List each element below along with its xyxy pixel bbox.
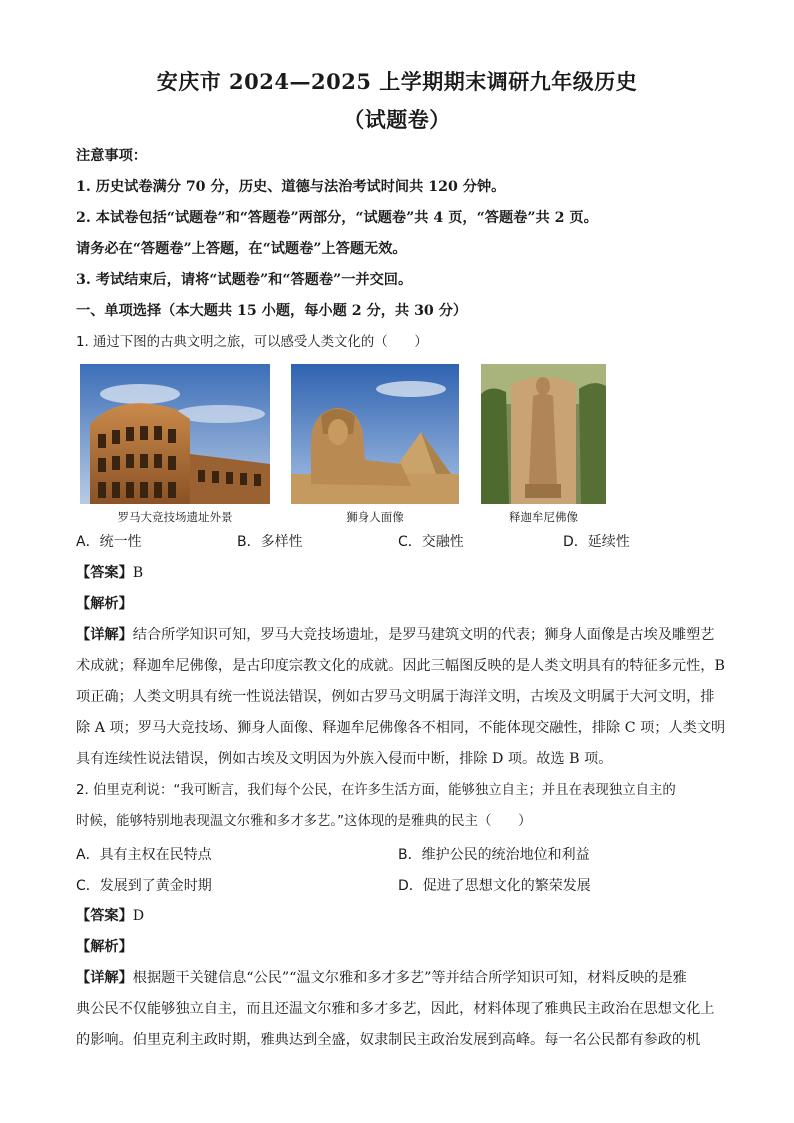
option-a: A．统一性 — [76, 534, 142, 550]
option-c: C．交融性 — [398, 534, 464, 550]
option-a: A．具有主权在民特点 — [76, 847, 212, 863]
image-caption: 罗马大竞技场遗址外景 — [117, 510, 233, 524]
image-caption: 释迦牟尼佛像 — [509, 510, 578, 524]
note-item: 1. 历史试卷满分 70 分，历史、道德与法治考试时间共 120 分钟。 — [76, 179, 506, 195]
answer-tag: 【答案】 — [76, 908, 133, 924]
detail-line: 项正确；人类文明具有统一性说法错误，例如古罗马文明属于海洋文明，古埃及文明属于大河文明，排 — [76, 689, 715, 705]
detail-line: 术成就；释迦牟尼佛像，是古印度宗教文化的成就。因此三幅图反映的是人类文明具有的特征多元性，B — [76, 658, 725, 674]
section-heading: 一、单项选择（本大题共 15 小题，每小题 2 分，共 30 分） — [76, 303, 468, 319]
page-title: 安庆市 2024—2025 上学期期末调研九年级历史 — [156, 69, 638, 94]
detail-text: 结合所学知识可知，罗马大竞技场遗址，是罗马建筑文明的代表；狮身人面像是古埃及雕塑艺 — [132, 627, 715, 643]
detail-tag: 【详解】 — [76, 627, 133, 643]
colosseum-image — [80, 364, 270, 504]
analysis-label: 【解析】 — [76, 939, 133, 955]
note-item: 3. 考试结束后，请将“试题卷”和“答题卷”一并交回。 — [76, 272, 413, 288]
answer-line — [76, 906, 726, 926]
page-subtitle: （试题卷） — [343, 107, 451, 132]
detail-line: 典公民不仅能够独立自主，而且还温文尔雅和多才多艺，因此，材料体现了雅典民主政治在思想文化上 — [76, 1001, 715, 1017]
sphinx-image — [291, 364, 459, 504]
buddha-statue-image — [481, 364, 606, 504]
analysis-label: 【解析】 — [76, 596, 133, 612]
note-item: 请务必在“答题卷”上答题，在“试题卷”上答题无效。 — [76, 241, 407, 257]
option-b: B．维护公民的统治地位和利益 — [398, 847, 590, 863]
answer-value: B — [132, 565, 144, 581]
image-caption: 狮身人面像 — [346, 510, 404, 524]
note-item: 2. 本试卷包括“试题卷”和“答题卷”两部分，“试题卷”共 4 页，“答题卷”共 2 页。 — [76, 210, 598, 226]
detail-line: 具有连续性说法错误，例如古埃及文明因为外族入侵而中断，排除 D 项。故选 B 项。 — [76, 751, 613, 767]
detail-line — [76, 625, 726, 645]
detail-text: 根据题干关键信息“公民”“温文尔雅和多才多艺”等并结合所学知识可知，材料反映的是雅 — [132, 970, 687, 986]
option-d: D．促进了思想文化的繁荣发展 — [398, 878, 591, 894]
option-b: B．多样性 — [237, 534, 303, 550]
notes-heading: 注意事项： — [76, 148, 147, 164]
question-2-stem: 2. 伯里克利说：“我可断言，我们每个公民，在许多生活方面，能够独立自主；并且在表现独立自主的 — [76, 783, 676, 798]
option-c: C．发展到了黄金时期 — [76, 878, 212, 894]
detail-line: 除 A 项；罗马大竞技场、狮身人面像、释迦牟尼佛像各不相同，不能体现交融性，排除 C 项；人类文明 — [76, 720, 726, 736]
answer-line — [76, 563, 726, 583]
detail-tag: 【详解】 — [76, 970, 133, 986]
answer-value: D — [132, 908, 145, 924]
detail-line — [76, 968, 726, 988]
detail-line: 的影响。伯里克利主政时期，雅典达到全盛，奴隶制民主政治发展到高峰。每一名公民都有参政的机 — [76, 1032, 701, 1048]
question-1-stem: 1. 通过下图的古典文明之旅，可以感受人类文化的（ ） — [76, 335, 428, 350]
question-2-stem: 时候，能够特别地表现温文尔雅和多才多艺。”这体现的是雅典的民主（ ） — [76, 814, 532, 829]
answer-tag: 【答案】 — [76, 565, 133, 581]
option-d: D．延续性 — [563, 534, 630, 550]
